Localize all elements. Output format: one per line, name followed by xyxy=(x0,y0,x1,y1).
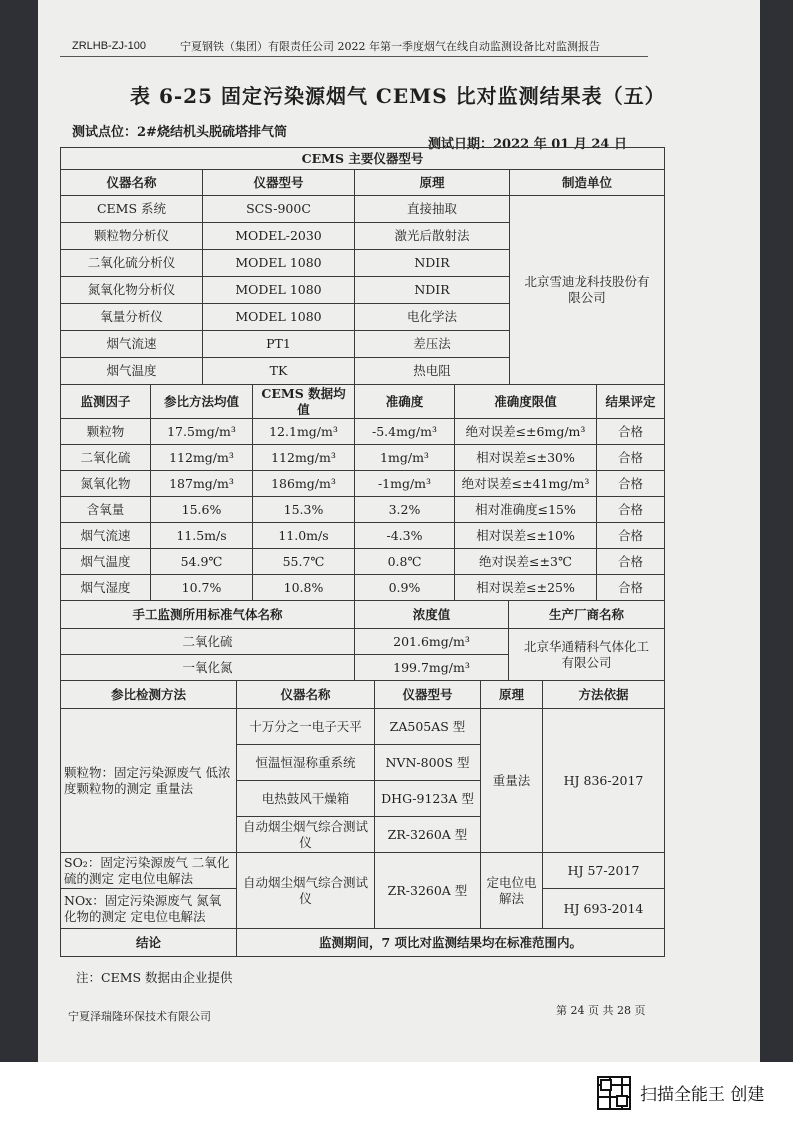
results-header: 参比方法均值 xyxy=(151,385,253,419)
result-accuracy: 3.2% xyxy=(355,497,455,523)
result-accuracy: 0.9% xyxy=(355,575,455,601)
result-cems: 12.1mg/m³ xyxy=(253,419,355,445)
method-model: ZR-3260A 型 xyxy=(375,817,481,853)
instruments-table xyxy=(60,147,665,385)
result-factor: 烟气湿度 xyxy=(61,575,151,601)
instrument-model: MODEL 1080 xyxy=(203,304,355,331)
result-cems: 10.8% xyxy=(253,575,355,601)
result-cems: 112mg/m³ xyxy=(253,445,355,471)
instrument-name: 烟气温度 xyxy=(61,358,203,385)
instrument-model: TK xyxy=(203,358,355,385)
qr-code-icon xyxy=(597,1076,631,1110)
instrument-model: MODEL-2030 xyxy=(203,223,355,250)
instrument-principle: NDIR xyxy=(355,277,510,304)
gas-header: 手工监测所用标准气体名称 xyxy=(61,601,355,629)
result-evaluation: 合格 xyxy=(597,497,665,523)
results-header: 准确度 xyxy=(355,385,455,419)
instrument-name: 氮氧化物分析仪 xyxy=(61,277,203,304)
instrument-principle: 电化学法 xyxy=(355,304,510,331)
gas-name: 二氧化硫 xyxy=(61,629,355,655)
result-accuracy: 0.8℃ xyxy=(355,549,455,575)
result-accuracy: -4.3% xyxy=(355,523,455,549)
header-divider xyxy=(60,56,648,57)
result-limit: 绝对误差≤±41mg/m³ xyxy=(455,471,597,497)
result-cems: 15.3% xyxy=(253,497,355,523)
table-row xyxy=(61,523,665,549)
result-evaluation: 合格 xyxy=(597,419,665,445)
result-evaluation: 合格 xyxy=(597,549,665,575)
footer-company: 宁夏泽瑞隆环保技术有限公司 xyxy=(68,1010,211,1023)
table-row xyxy=(61,497,665,523)
result-factor: 烟气温度 xyxy=(61,549,151,575)
result-limit: 绝对误差≤±3℃ xyxy=(455,549,597,575)
so2-basis: HJ 57-2017 xyxy=(543,853,665,889)
scanner-watermark: 扫描全能王 创建 xyxy=(640,1085,765,1105)
results-header: 监测因子 xyxy=(61,385,151,419)
gas-header: 生产厂商名称 xyxy=(509,601,665,629)
table-row xyxy=(61,709,665,745)
instrument-manufacturer: 北京雪迪龙科技股份有限公司 xyxy=(510,196,665,385)
instrument-principle: 热电阻 xyxy=(355,358,510,385)
results-table xyxy=(60,384,665,601)
instrument-principle: 直接抽取 xyxy=(355,196,510,223)
result-evaluation: 合格 xyxy=(597,575,665,601)
result-reference: 11.5m/s xyxy=(151,523,253,549)
result-reference: 54.9℃ xyxy=(151,549,253,575)
gas-concentration: 199.7mg/m³ xyxy=(355,655,509,681)
table-title: 表 6-25 固定污染源烟气 CEMS 比对监测结果表（五） xyxy=(130,84,666,108)
gas-method-instrument: 自动烟尘烟气综合测试仪 xyxy=(237,853,375,929)
pm-basis: HJ 836-2017 xyxy=(543,709,665,853)
gas-name: 一氧化氮 xyxy=(61,655,355,681)
conclusion-label: 结论 xyxy=(61,929,237,957)
instrument-principle: 激光后散射法 xyxy=(355,223,510,250)
pm-method: 颗粒物：固定污染源废气 低浓度颗粒物的测定 重量法 xyxy=(61,709,237,853)
instrument-name: 烟气流速 xyxy=(61,331,203,358)
result-limit: 绝对误差≤±6mg/m³ xyxy=(455,419,597,445)
method-instrument: 电热鼓风干燥箱 xyxy=(237,781,375,817)
instrument-model: PT1 xyxy=(203,331,355,358)
method-instrument: 自动烟尘烟气综合测试仪 xyxy=(237,817,375,853)
conclusion-text: 监测期间，7 项比对监测结果均在标准范围内。 xyxy=(237,929,665,957)
results-header: 准确度限值 xyxy=(455,385,597,419)
result-evaluation: 合格 xyxy=(597,523,665,549)
methods-table xyxy=(60,680,665,957)
result-reference: 17.5mg/m³ xyxy=(151,419,253,445)
methods-header: 原理 xyxy=(481,681,543,709)
result-cems: 55.7℃ xyxy=(253,549,355,575)
result-factor: 颗粒物 xyxy=(61,419,151,445)
instruments-section-title: CEMS 主要仪器型号 xyxy=(61,148,665,170)
instrument-model: MODEL 1080 xyxy=(203,277,355,304)
conclusion-row xyxy=(61,929,665,957)
instrument-name: 二氧化硫分析仪 xyxy=(61,250,203,277)
result-cems: 11.0m/s xyxy=(253,523,355,549)
result-limit: 相对误差≤±25% xyxy=(455,575,597,601)
result-factor: 二氧化硫 xyxy=(61,445,151,471)
methods-header: 方法依据 xyxy=(543,681,665,709)
methods-header: 仪器型号 xyxy=(375,681,481,709)
instrument-principle: 差压法 xyxy=(355,331,510,358)
standard-gas-table xyxy=(60,600,665,681)
instruments-header: 制造单位 xyxy=(510,170,665,196)
test-date: 测试日期：2022 年 01 月 24 日 xyxy=(428,137,627,152)
table-row xyxy=(61,445,665,471)
result-evaluation: 合格 xyxy=(597,471,665,497)
result-accuracy: -5.4mg/m³ xyxy=(355,419,455,445)
result-evaluation: 合格 xyxy=(597,445,665,471)
method-model: NVN-800S 型 xyxy=(375,745,481,781)
table-row xyxy=(61,575,665,601)
footer-page-number: 第 24 页 共 28 页 xyxy=(556,1004,646,1017)
result-factor: 烟气流速 xyxy=(61,523,151,549)
results-header: CEMS 数据均值 xyxy=(253,385,355,419)
result-limit: 相对准确度≤15% xyxy=(455,497,597,523)
gas-method-model: ZR-3260A 型 xyxy=(375,853,481,929)
gas-manufacturer: 北京华通精科气体化工有限公司 xyxy=(509,629,665,681)
result-cems: 186mg/m³ xyxy=(253,471,355,497)
nox-basis: HJ 693-2014 xyxy=(543,889,665,929)
table-row xyxy=(61,549,665,575)
result-factor: 含氧量 xyxy=(61,497,151,523)
table-row xyxy=(61,471,665,497)
nox-method: NOx：固定污染源废气 氮氧化物的测定 定电位电解法 xyxy=(61,889,237,929)
method-model: DHG-9123A 型 xyxy=(375,781,481,817)
report-header: 宁夏钢铁（集团）有限责任公司 2022 年第一季度烟气在线自动监测设备比对监测报告 xyxy=(180,40,600,53)
instruments-header: 原理 xyxy=(355,170,510,196)
results-header: 结果评定 xyxy=(597,385,665,419)
test-location: 测试点位：2#烧结机头脱硫塔排气筒 xyxy=(72,125,287,140)
method-model: ZA505AS 型 xyxy=(375,709,481,745)
so2-method: SO₂：固定污染源废气 二氧化硫的测定 定电位电解法 xyxy=(61,853,237,889)
method-instrument: 恒温恒湿称重系统 xyxy=(237,745,375,781)
result-limit: 相对误差≤±30% xyxy=(455,445,597,471)
instruments-header: 仪器名称 xyxy=(61,170,203,196)
methods-header: 仪器名称 xyxy=(237,681,375,709)
instruments-header: 仪器型号 xyxy=(203,170,355,196)
result-reference: 187mg/m³ xyxy=(151,471,253,497)
pm-principle: 重量法 xyxy=(481,709,543,853)
method-instrument: 十万分之一电子天平 xyxy=(237,709,375,745)
table-note: 注：CEMS 数据由企业提供 xyxy=(76,970,233,985)
instrument-principle: NDIR xyxy=(355,250,510,277)
instrument-model: MODEL 1080 xyxy=(203,250,355,277)
result-reference: 112mg/m³ xyxy=(151,445,253,471)
report-code: ZRLHB-ZJ-100 xyxy=(72,40,146,52)
instrument-model: SCS-900C xyxy=(203,196,355,223)
gas-header: 浓度值 xyxy=(355,601,509,629)
result-accuracy: 1mg/m³ xyxy=(355,445,455,471)
instrument-name: CEMS 系统 xyxy=(61,196,203,223)
result-factor: 氮氧化物 xyxy=(61,471,151,497)
instrument-name: 颗粒物分析仪 xyxy=(61,223,203,250)
table-row xyxy=(61,853,665,889)
result-reference: 15.6% xyxy=(151,497,253,523)
result-accuracy: -1mg/m³ xyxy=(355,471,455,497)
table-row xyxy=(61,629,665,655)
gas-concentration: 201.6mg/m³ xyxy=(355,629,509,655)
instrument-name: 氧量分析仪 xyxy=(61,304,203,331)
result-limit: 相对误差≤±10% xyxy=(455,523,597,549)
table-row xyxy=(61,196,665,223)
result-reference: 10.7% xyxy=(151,575,253,601)
methods-header: 参比检测方法 xyxy=(61,681,237,709)
gas-method-principle: 定电位电解法 xyxy=(481,853,543,929)
table-row xyxy=(61,419,665,445)
